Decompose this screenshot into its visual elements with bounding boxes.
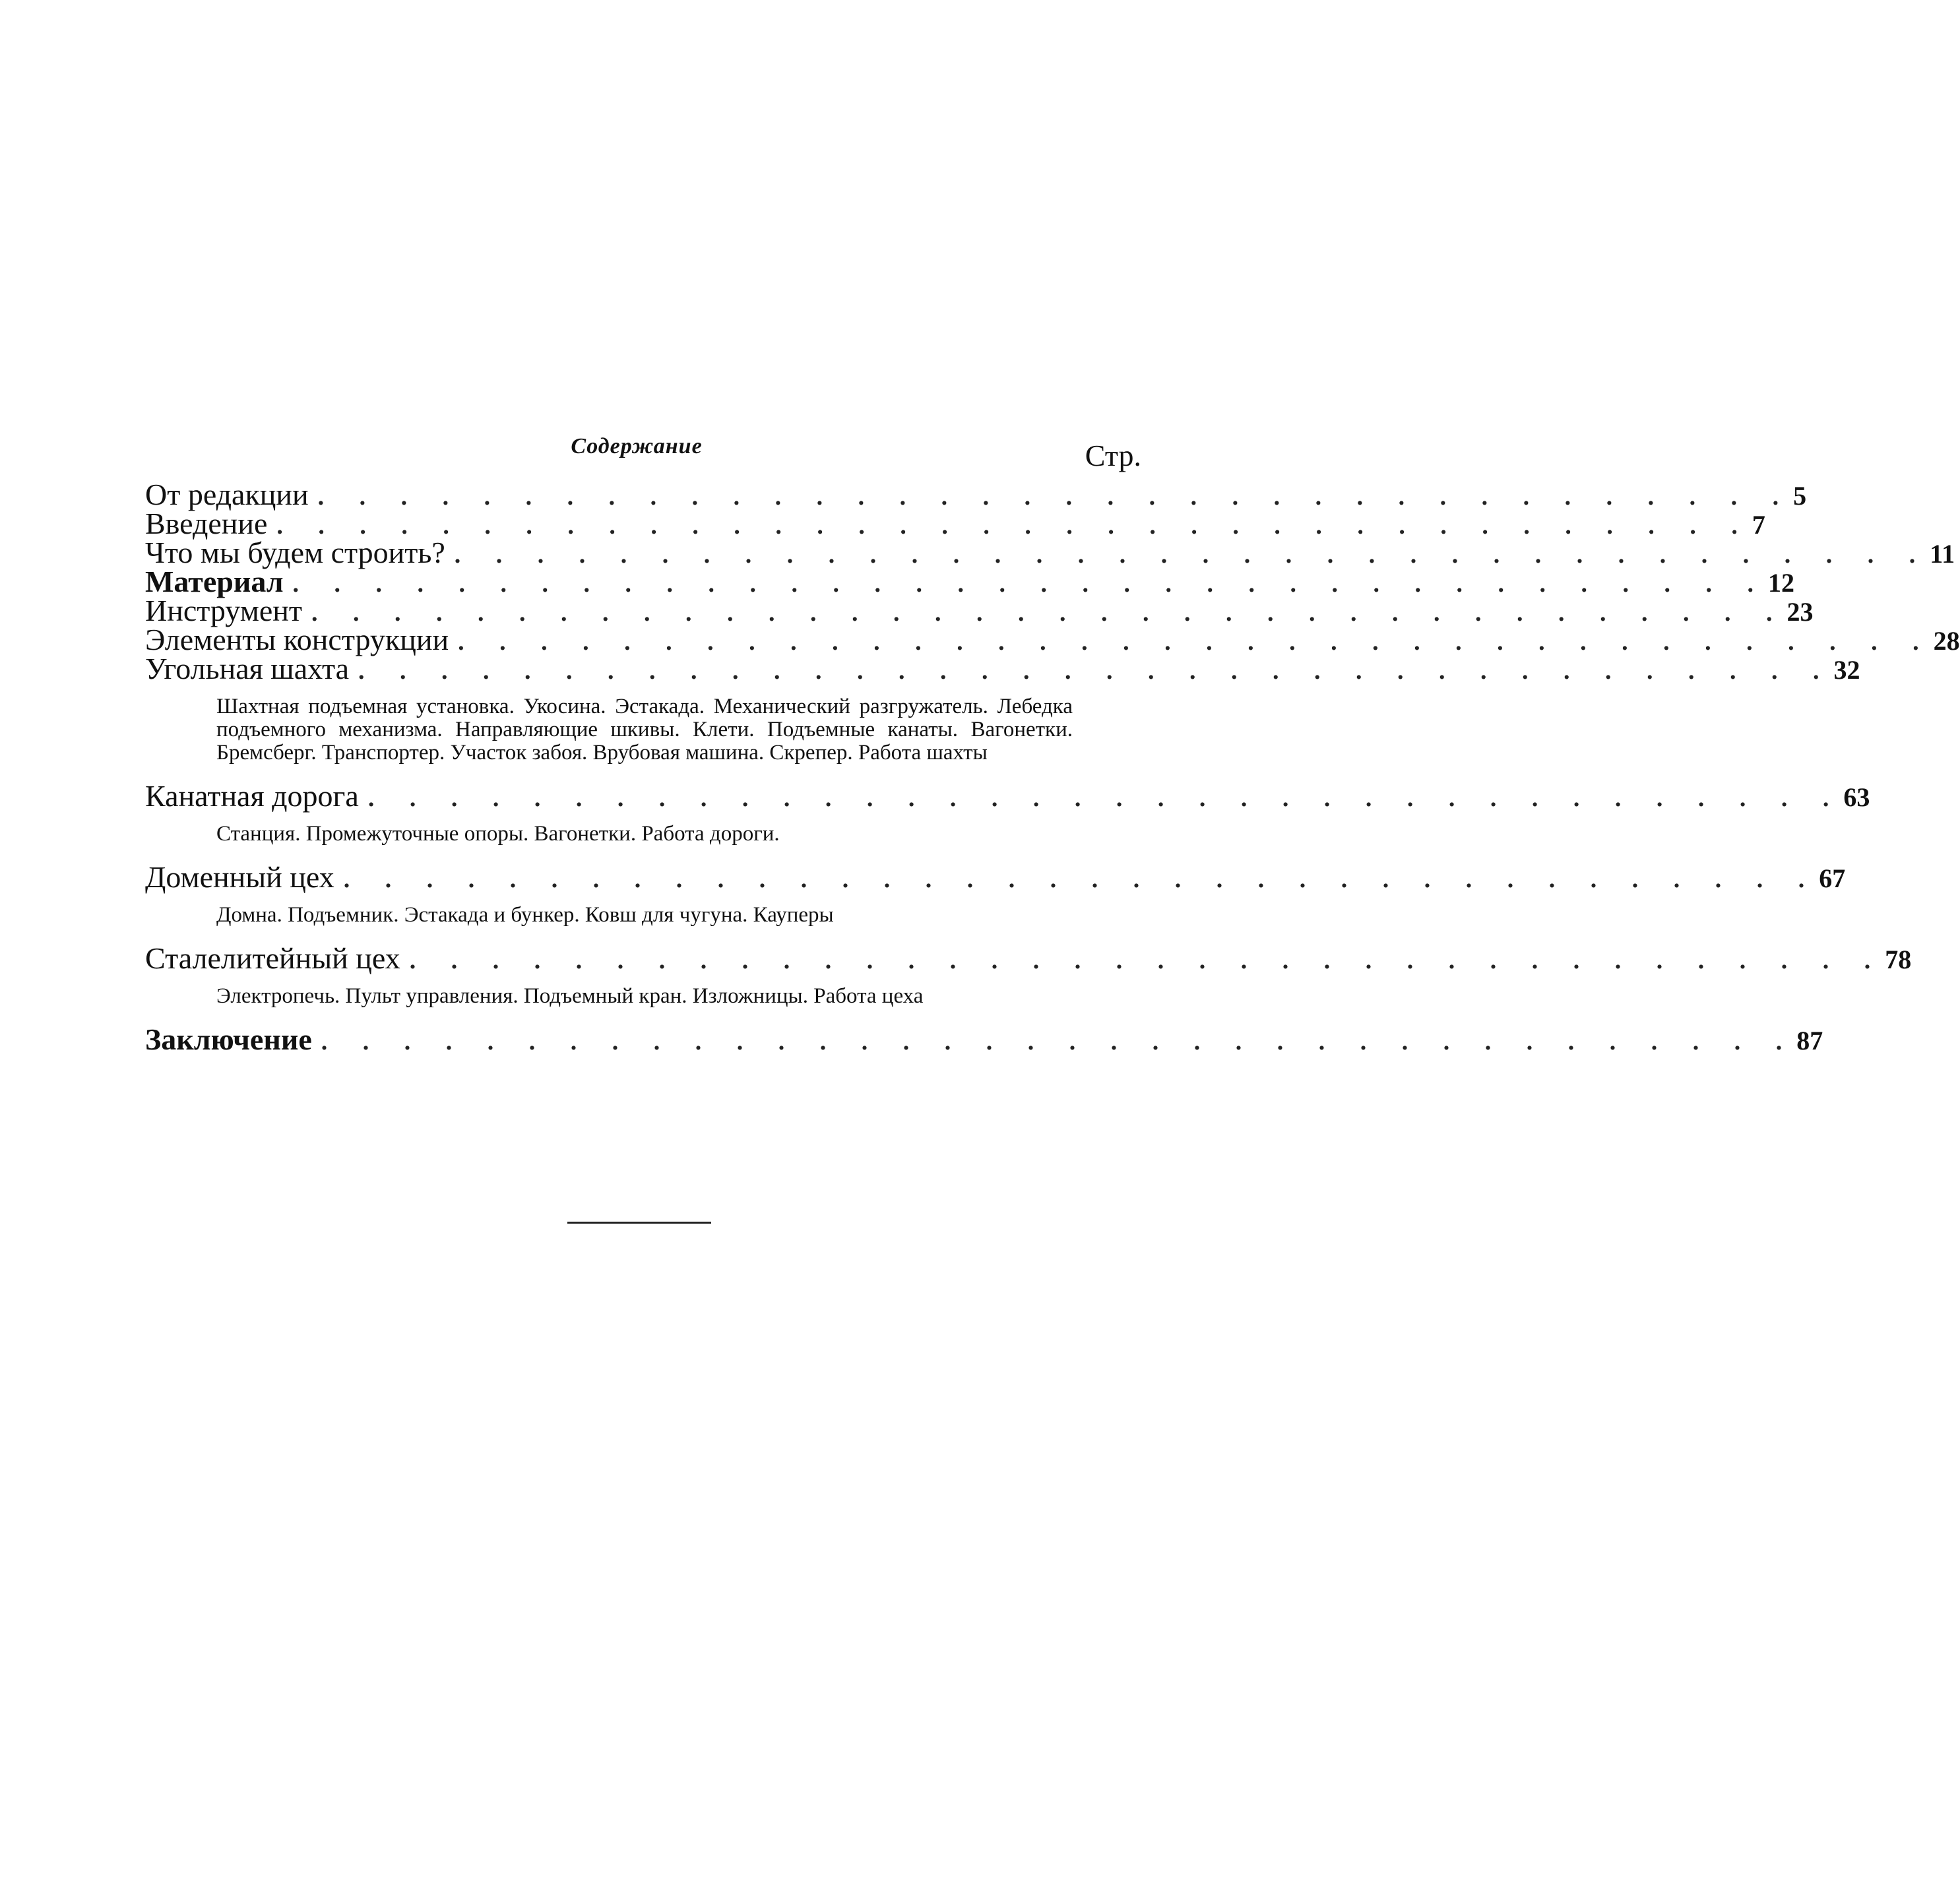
toc-entry-title: Что мы будем строить? — [145, 536, 445, 569]
toc-entry — [145, 941, 1912, 975]
toc-entry-title: Элементы конструкции — [145, 623, 449, 656]
toc-entry-page: 87 — [1796, 1026, 1823, 1055]
toc-entry-title: Введение — [145, 507, 268, 540]
toc-entry-page: 12 — [1768, 568, 1795, 598]
page-column-header: Стр. — [1085, 439, 1141, 472]
toc-title: Содержание — [571, 434, 703, 458]
dot-leader: . . . . . . . . . . . . . . . . . . . . . . . . . . . . . . . . . . . . — [276, 512, 1752, 540]
table-of-contents — [145, 478, 1960, 1056]
toc-entry — [145, 565, 1795, 598]
toc-entry-title: Канатная дорога — [145, 779, 359, 813]
toc-entry-page: 28 — [1933, 626, 1960, 656]
dot-leader: . . . . . . . . . . . . . . . . . . . . . . . . . . . . . . . . . . . . — [458, 628, 1934, 656]
toc-entry-title: Сталелитейный цех — [145, 941, 400, 975]
toc-entry-page: 32 — [1833, 655, 1860, 685]
toc-entry — [145, 860, 1846, 894]
toc-entry-page: 67 — [1819, 863, 1846, 893]
toc-entry-description: Домна. Подъемник. Эстакада и бункер. Ковш для чугуна. Кауперы — [216, 903, 834, 927]
toc-entry-title: Доменный цех — [145, 860, 334, 894]
toc-entry — [145, 594, 1814, 627]
end-divider-line — [567, 1222, 711, 1224]
dot-leader: . . . . . . . . . . . . . . . . . . . . . . . . . . . . . . . . . . . . — [454, 541, 1930, 569]
dot-leader: . . . . . . . . . . . . . . . . . . . . . . . . . . . . . . . . . . . . — [317, 483, 1794, 511]
toc-entry-page: 23 — [1786, 597, 1814, 627]
toc-entry-title: Заключение — [145, 1022, 312, 1056]
dot-leader: . . . . . . . . . . . . . . . . . . . . . . . . . . . . . . . . . . . . — [292, 570, 1769, 598]
toc-entry — [145, 478, 1807, 511]
dot-leader: . . . . . . . . . . . . . . . . . . . . . . . . . . . . . . . . . . . . — [358, 657, 1834, 685]
toc-entry-title: От редакции — [145, 478, 309, 511]
toc-entry-description: Шахтная подъемная установка. Укосина. Эстакада. Механический разгружатель. Лебедка подъемного механизма. Направляющие шкивы. Клети. Подъемные канаты. Вагонетки. Бремсберг. Транспортер. Участок забоя. Врубовая машина. Скрепер. Работа шахты — [216, 695, 1073, 765]
toc-entry — [145, 623, 1960, 656]
toc-entry-title: Инструмент — [145, 594, 302, 627]
toc-entry-page: 78 — [1885, 945, 1912, 974]
toc-entry-page: 7 — [1752, 510, 1765, 540]
dot-leader: . . . . . . . . . . . . . . . . . . . . . . . . . . . . . . . . . . . . — [321, 1028, 1797, 1055]
dot-leader: . . . . . . . . . . . . . . . . . . . . . . . . . . . . . . . . . . . . — [343, 865, 1819, 893]
toc-entry-page: 63 — [1843, 782, 1870, 812]
toc-entry-title: Материал — [145, 565, 284, 598]
dot-leader: . . . . . . . . . . . . . . . . . . . . . . . . . . . . . . . . . . . . — [409, 947, 1885, 974]
toc-entry — [145, 507, 1765, 540]
toc-entry-description: Электропечь. Пульт управления. Подъемный кран. Изложницы. Работа цеха — [216, 984, 924, 1008]
dot-leader: . . . . . . . . . . . . . . . . . . . . . . . . . . . . . . . . . . . . — [367, 784, 1844, 812]
toc-entry — [145, 779, 1870, 813]
toc-entry-title: Угольная шахта — [145, 652, 350, 685]
toc-entry — [145, 652, 1860, 685]
toc-entry-page: 5 — [1793, 481, 1807, 511]
toc-entry — [145, 1022, 1823, 1056]
toc-entry-page: 11 — [1930, 539, 1955, 569]
toc-entry — [145, 536, 1955, 569]
toc-entry-description: Станция. Промежуточные опоры. Вагонетки. Работа дороги. — [216, 822, 780, 846]
dot-leader: . . . . . . . . . . . . . . . . . . . . . . . . . . . . . . . . . . . . — [311, 599, 1787, 627]
